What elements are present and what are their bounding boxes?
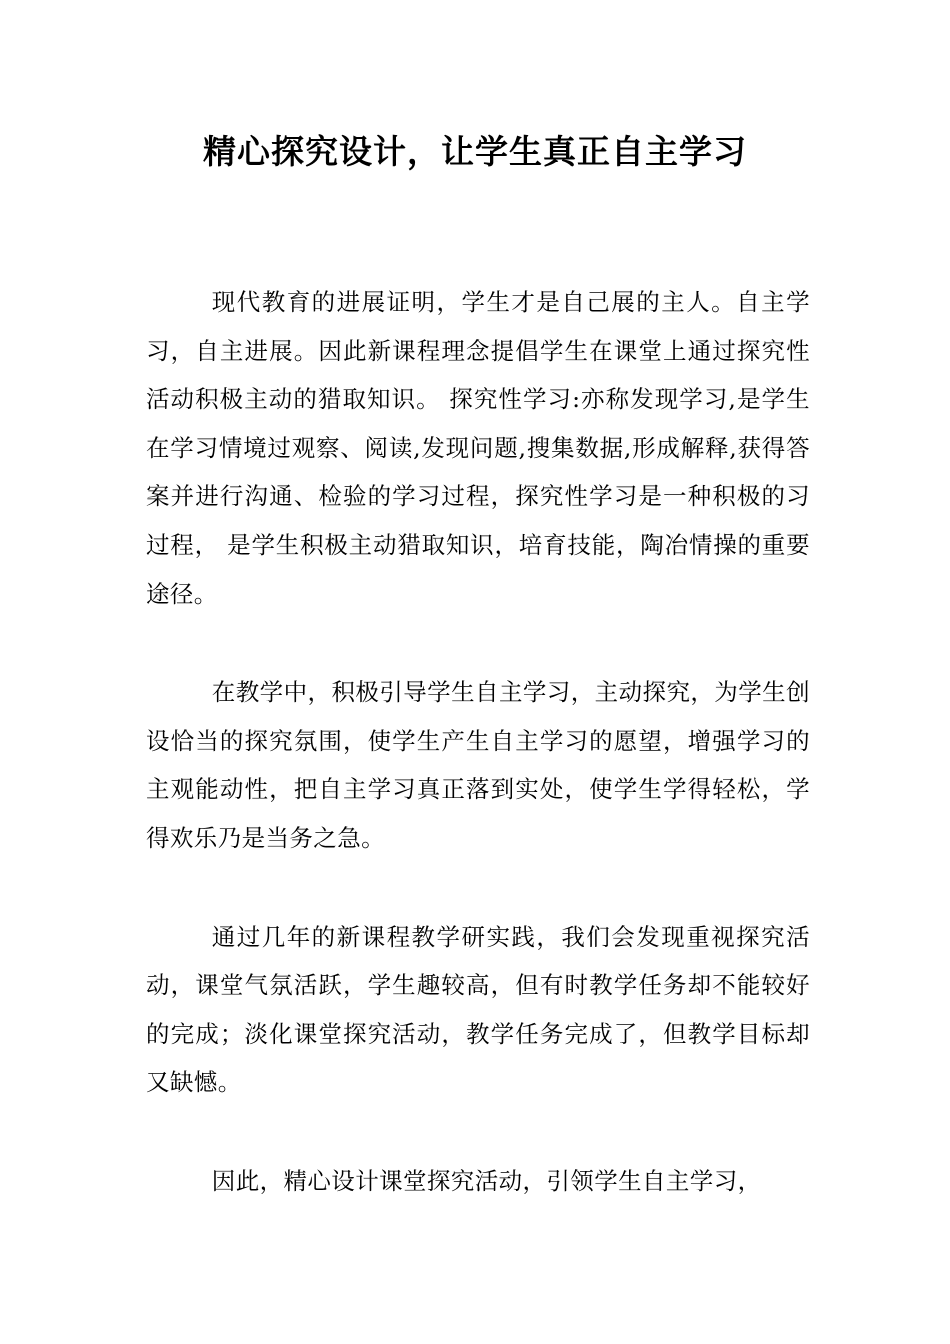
document-title: 精心探究设计，让学生真正自主学习 bbox=[203, 132, 747, 171]
document-body bbox=[146, 278, 810, 1256]
paragraph-3: 通过几年的新课程教学研实践，我们会发现重视探究活动，课堂气氛活跃，学生趣较高，但有时教学任务却不能较好的完成；淡化课堂探究活动，教学任务完成了，但教学目标却又缺憾。 bbox=[146, 922, 810, 1097]
paragraph-4: 因此，精心设计课堂探究活动，引领学生自主学习， bbox=[211, 1166, 762, 1195]
paragraph-2: 在教学中，积极引导学生自主学习，主动探究，为学生创设恰当的探究氛围，使学生产生自主学习的愿望，增强学习的主观能动性，把自主学习真正落到实处，使学生学得轻松，学得欢乐乃是当务之急。 bbox=[146, 678, 810, 852]
paragraph-1: 现代教育的进展证明，学生才是自己展的主人。自主学习，自主进展。因此新课程理念提倡学生在课堂上通过探究性活动积极主动的猎取知识。 探究性学习:亦称发现学习,是学生在学习情境过观察、阅读,发现问题,搜集数据,形成解释,获得答案并进行沟通、检验的学习过程，探究性学习是一种积极的习过程， 是学生积极主动猎取知识，培育技能，陶冶情操的重要途径。 bbox=[146, 288, 810, 608]
